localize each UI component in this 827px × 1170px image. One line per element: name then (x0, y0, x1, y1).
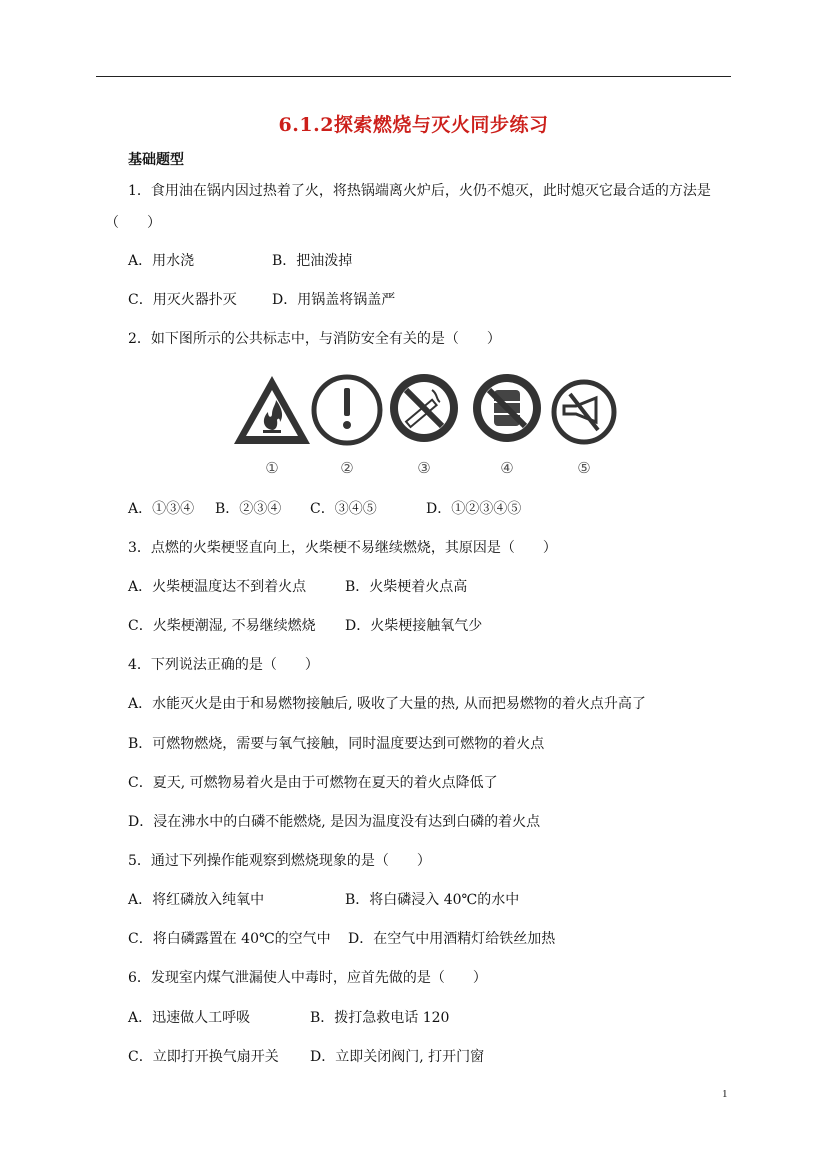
question-4-option-a: A．水能灭火是由于和易燃物接触后, 吸收了大量的热, 从而把易燃物的着火点升高了 (128, 696, 646, 712)
question-5-option-b: B．将白磷浸入 40℃的水中 (345, 892, 520, 908)
question-5-option-a: A．将红磷放入纯氧中 (128, 892, 265, 908)
question-5-stem: 5．通过下列操作能观察到燃烧现象的是（ ） (128, 853, 431, 869)
question-5-option-c: C．将白磷露置在 40℃的空气中 (128, 931, 331, 947)
flammable-warning-icon (234, 376, 310, 444)
question-4-stem: 4．下列说法正确的是（ ） (128, 657, 319, 673)
question-6-stem: 6．发现室内煤气泄漏使人中毒时，应首先做的是（ ） (128, 970, 487, 986)
question-2-option-c: C．③④⑤ (310, 501, 377, 517)
question-5-option-d: D．在空气中用酒精灯给铁丝加热 (348, 931, 556, 947)
question-6-option-d: D．立即关闭阀门, 打开门窗 (310, 1049, 485, 1065)
question-3-stem: 3．点燃的火柴梗竖直向上，火柴梗不易继续燃烧，其原因是（ ） (128, 540, 557, 556)
sign-label-2: ② (340, 459, 354, 477)
question-3-option-a: A．火柴梗温度达不到着火点 (128, 579, 307, 595)
sign-label-3: ③ (417, 459, 431, 477)
sign-label-1: ① (265, 459, 279, 477)
sign-label-5: ⑤ (577, 459, 591, 477)
no-horn-icon (554, 382, 614, 442)
question-4-option-b: B．可燃物燃烧，需要与氧气接触，同时温度要达到可燃物的着火点 (128, 736, 545, 752)
section-heading: 基础题型 (128, 152, 184, 168)
page-number: 1 (722, 1088, 728, 1100)
public-signs-figure (232, 372, 628, 482)
question-3-option-c: C．火柴梗潮湿, 不易继续燃烧 (128, 618, 316, 634)
page-title: 6.1.2探索燃烧与灭火同步练习 (278, 114, 549, 136)
question-3-option-d: D．火柴梗接触氧气少 (345, 618, 483, 634)
question-1-option-a: A．用水浇 (128, 253, 195, 269)
question-6-option-a: A．迅速做人工呼吸 (128, 1010, 251, 1026)
question-1-stem-continued: （ ） (105, 215, 161, 231)
no-fuel-drum-icon (473, 374, 541, 442)
question-6-option-c: C．立即打开换气扇开关 (128, 1049, 279, 1065)
question-1-stem: 1．食用油在锅内因过热着了火，将热锅端离火炉后，火仍不熄灭，此时熄灭它最合适的方法是 (128, 183, 711, 199)
header-rule (96, 76, 731, 77)
question-2-option-d: D．①②③④⑤ (426, 501, 522, 517)
question-2-stem: 2．如下图所示的公共标志中，与消防安全有关的是（ ） (128, 331, 501, 347)
question-4-option-c: C．夏天, 可燃物易着火是由于可燃物在夏天的着火点降低了 (128, 775, 498, 791)
question-4-option-d: D．浸在沸水中的白磷不能燃烧, 是因为温度没有达到白磷的着火点 (128, 814, 541, 830)
no-smoking-icon (390, 374, 458, 442)
sign-label-4: ④ (500, 459, 514, 477)
question-1-option-b: B．把油泼掉 (272, 253, 353, 269)
question-1-option-d: D．用锅盖将锅盖严 (272, 292, 396, 308)
question-2-option-a: A．①③④ (128, 501, 195, 517)
question-2-option-b: B．②③④ (215, 501, 282, 517)
exclamation-warning-icon (314, 377, 380, 443)
question-6-option-b: B．拨打急救电话 120 (310, 1010, 450, 1026)
question-3-option-b: B．火柴梗着火点高 (345, 579, 468, 595)
question-1-option-c: C．用灭火器扑灭 (128, 292, 237, 308)
